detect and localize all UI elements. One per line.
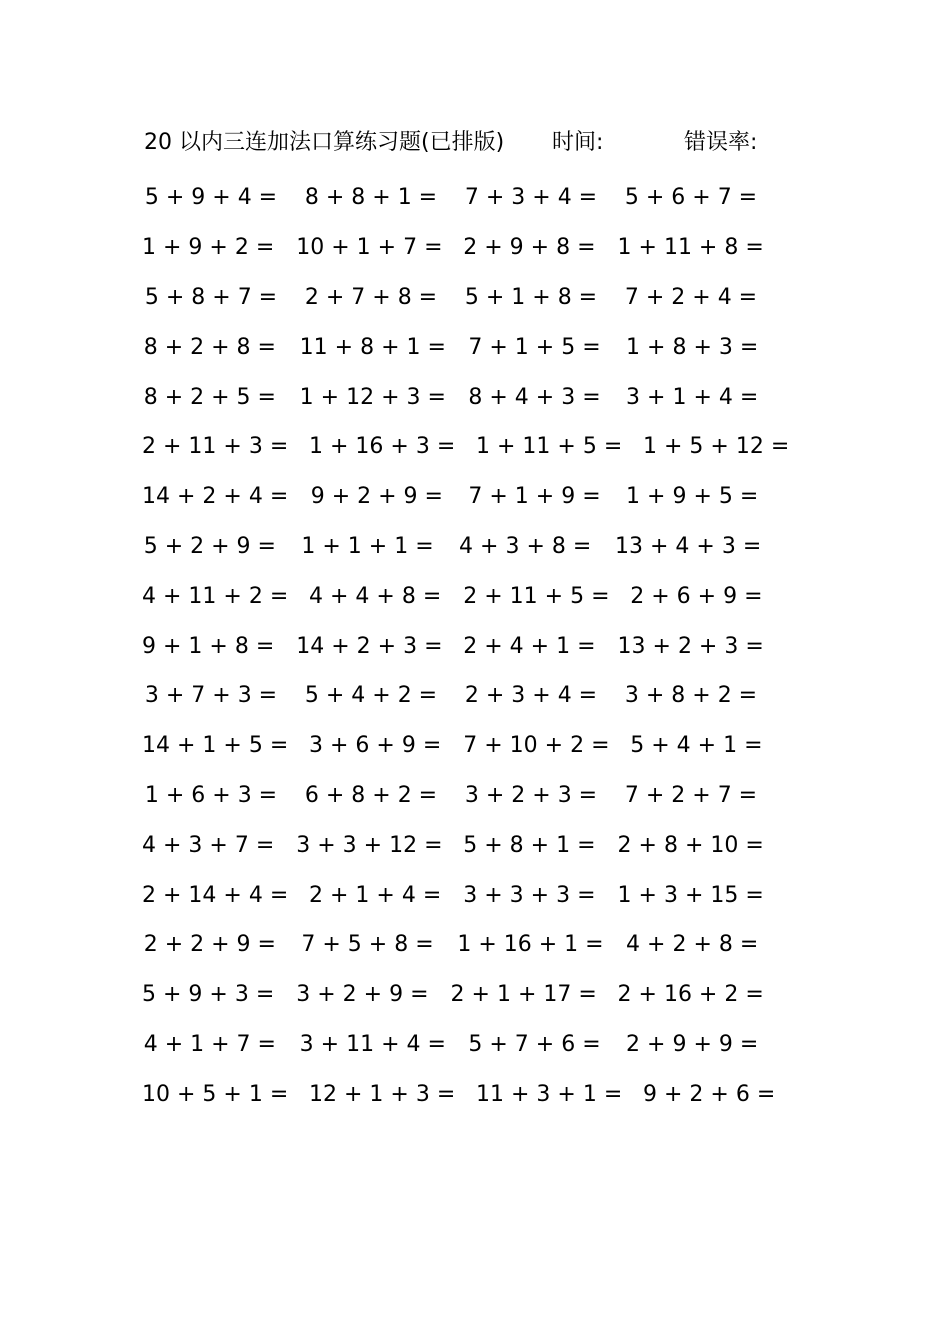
addition-problem: 12 + 1 + 3 =	[309, 1081, 456, 1107]
addition-problem: 2 + 11 + 5 =	[463, 583, 610, 609]
addition-problem: 4 + 11 + 2 =	[142, 583, 289, 609]
addition-problem: 1 + 12 + 3 =	[299, 384, 446, 410]
problem-row	[142, 322, 782, 372]
addition-problem: 1 + 6 + 3 =	[144, 782, 278, 808]
addition-problem: 6 + 8 + 2 =	[304, 782, 438, 808]
addition-problem: 1 + 9 + 5 =	[626, 484, 759, 510]
problem-row	[142, 771, 782, 821]
addition-problem: 3 + 2 + 3 =	[464, 782, 598, 808]
addition-problem: 3 + 11 + 4 =	[299, 1031, 446, 1057]
addition-problem: 2 + 9 + 8 =	[463, 235, 596, 261]
addition-problem: 1 + 16 + 3 =	[309, 434, 456, 460]
addition-problem: 1 + 8 + 3 =	[626, 334, 759, 360]
worksheet-title: 20 以内三连加法口算练习题(已排版)	[144, 130, 505, 155]
addition-problem: 5 + 9 + 3 =	[142, 982, 275, 1008]
problem-row	[142, 472, 782, 522]
addition-problem: 14 + 2 + 3 =	[296, 633, 443, 659]
addition-problem: 2 + 6 + 9 =	[630, 583, 763, 609]
problem-row	[142, 1069, 782, 1119]
addition-problem: 2 + 4 + 1 =	[463, 633, 596, 659]
addition-problem: 1 + 5 + 12 =	[643, 434, 790, 460]
problem-row	[142, 223, 782, 273]
addition-problem: 2 + 1 + 17 =	[450, 982, 597, 1008]
addition-problem: 14 + 2 + 4 =	[142, 484, 289, 510]
addition-problem: 1 + 3 + 15 =	[617, 882, 764, 908]
error-rate-label: 错误率:	[684, 130, 758, 155]
addition-problem: 7 + 3 + 4 =	[464, 185, 598, 211]
addition-problem: 5 + 6 + 7 =	[624, 185, 758, 211]
addition-problem: 8 + 2 + 8 =	[143, 334, 276, 360]
addition-problem: 8 + 8 + 1 =	[304, 185, 438, 211]
addition-problem: 4 + 3 + 7 =	[142, 832, 275, 858]
addition-problem: 4 + 2 + 8 =	[626, 932, 759, 958]
addition-problem: 2 + 1 + 4 =	[309, 882, 442, 908]
addition-problem: 5 + 8 + 1 =	[463, 832, 596, 858]
addition-problem: 11 + 8 + 1 =	[299, 334, 446, 360]
addition-problem: 8 + 2 + 5 =	[143, 384, 276, 410]
addition-problem: 3 + 1 + 4 =	[626, 384, 759, 410]
problem-row	[142, 920, 782, 970]
problem-row	[142, 273, 782, 323]
problem-grid	[142, 173, 790, 1119]
problem-row	[142, 173, 782, 223]
addition-problem: 5 + 9 + 4 =	[144, 185, 278, 211]
problem-row	[142, 522, 782, 572]
addition-problem: 2 + 8 + 10 =	[617, 832, 764, 858]
addition-problem: 4 + 3 + 8 =	[459, 533, 592, 559]
addition-problem: 3 + 6 + 9 =	[309, 733, 442, 759]
addition-problem: 1 + 11 + 5 =	[476, 434, 623, 460]
addition-problem: 1 + 11 + 8 =	[617, 235, 764, 261]
problem-row	[142, 820, 782, 870]
problem-row	[142, 970, 782, 1020]
addition-problem: 1 + 16 + 1 =	[457, 932, 604, 958]
addition-problem: 2 + 7 + 8 =	[304, 284, 438, 310]
addition-problem: 14 + 1 + 5 =	[142, 733, 289, 759]
addition-problem: 5 + 4 + 1 =	[630, 733, 763, 759]
addition-problem: 7 + 1 + 9 =	[468, 484, 601, 510]
addition-problem: 3 + 3 + 12 =	[296, 832, 443, 858]
problem-row	[142, 870, 782, 920]
addition-problem: 10 + 1 + 7 =	[296, 235, 443, 261]
addition-problem: 13 + 2 + 3 =	[617, 633, 764, 659]
addition-problem: 3 + 2 + 9 =	[296, 982, 429, 1008]
addition-problem: 5 + 8 + 7 =	[144, 284, 278, 310]
addition-problem: 4 + 4 + 8 =	[309, 583, 442, 609]
problem-row	[142, 1020, 782, 1070]
addition-problem: 2 + 14 + 4 =	[142, 882, 289, 908]
addition-problem: 3 + 8 + 2 =	[624, 683, 758, 709]
addition-problem: 13 + 4 + 3 =	[615, 533, 762, 559]
addition-problem: 9 + 1 + 8 =	[142, 633, 275, 659]
addition-problem: 2 + 3 + 4 =	[464, 683, 598, 709]
problem-row	[142, 721, 782, 771]
problem-row	[142, 422, 790, 472]
addition-problem: 8 + 4 + 3 =	[468, 384, 601, 410]
addition-problem: 9 + 2 + 6 =	[643, 1081, 776, 1107]
addition-problem: 4 + 1 + 7 =	[143, 1031, 276, 1057]
addition-problem: 7 + 2 + 7 =	[624, 782, 758, 808]
addition-problem: 5 + 1 + 8 =	[464, 284, 598, 310]
time-label: 时间:	[552, 130, 604, 155]
worksheet-header	[144, 126, 784, 160]
addition-problem: 5 + 7 + 6 =	[468, 1031, 601, 1057]
addition-problem: 7 + 1 + 5 =	[468, 334, 601, 360]
addition-problem: 2 + 11 + 3 =	[142, 434, 289, 460]
addition-problem: 5 + 2 + 9 =	[143, 533, 276, 559]
addition-problem: 9 + 2 + 9 =	[310, 484, 443, 510]
addition-problem: 3 + 3 + 3 =	[463, 882, 596, 908]
addition-problem: 7 + 2 + 4 =	[624, 284, 758, 310]
problem-row	[142, 621, 782, 671]
addition-problem: 2 + 16 + 2 =	[617, 982, 764, 1008]
problem-row	[142, 372, 782, 422]
addition-problem: 3 + 7 + 3 =	[144, 683, 278, 709]
addition-problem: 11 + 3 + 1 =	[476, 1081, 623, 1107]
addition-problem: 2 + 2 + 9 =	[143, 932, 276, 958]
addition-problem: 7 + 5 + 8 =	[301, 932, 434, 958]
problem-row	[142, 571, 782, 621]
addition-problem: 5 + 4 + 2 =	[304, 683, 438, 709]
addition-problem: 1 + 1 + 1 =	[301, 533, 434, 559]
addition-problem: 2 + 9 + 9 =	[626, 1031, 759, 1057]
addition-problem: 1 + 9 + 2 =	[142, 235, 275, 261]
addition-problem: 10 + 5 + 1 =	[142, 1081, 289, 1107]
problem-row	[142, 671, 782, 721]
addition-problem: 7 + 10 + 2 =	[463, 733, 610, 759]
